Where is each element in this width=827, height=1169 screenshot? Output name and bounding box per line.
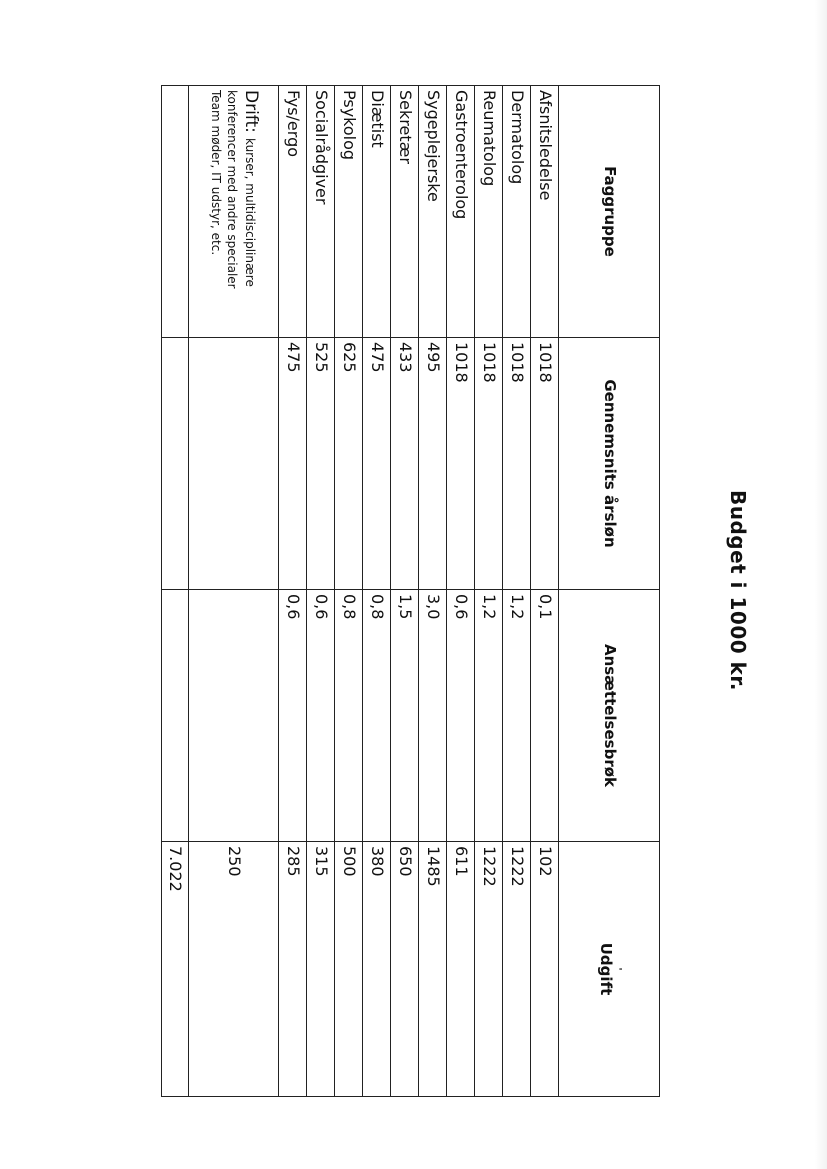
cell-broek: 3,0	[419, 590, 447, 842]
cell-empty	[189, 338, 279, 590]
cell-aarsloen: 475	[279, 338, 307, 590]
table-row	[279, 86, 307, 1097]
cell-broek: 0,8	[335, 590, 363, 842]
table-row	[307, 86, 335, 1097]
cell-aarsloen: 495	[419, 338, 447, 590]
cell-udgift: 500	[335, 842, 363, 1097]
cell-broek: 1,2	[503, 590, 531, 842]
cell-udgift: 315	[307, 842, 335, 1097]
cell-total: 7.022	[162, 842, 189, 1097]
table-row	[419, 86, 447, 1097]
document-title: Budget i 1000 kr.	[726, 489, 750, 692]
header-udgift-cell	[559, 842, 660, 1097]
cell-faggruppe: Socialrådgiver	[307, 86, 335, 338]
cell-faggruppe: Dermatolog	[503, 86, 531, 338]
page-edge	[815, 0, 827, 1169]
cell-faggruppe: Fys/ergo	[279, 86, 307, 338]
cell-empty	[162, 590, 189, 842]
cell-faggruppe: Afsnitsledelse	[531, 86, 559, 338]
header-ansaettelsesbroek: Ansættelsesbrøk	[559, 590, 660, 842]
table-row	[391, 86, 419, 1097]
cell-aarsloen: 1018	[475, 338, 503, 590]
cell-udgift: 285	[279, 842, 307, 1097]
cell-faggruppe: Sygeplejerske	[419, 86, 447, 338]
cell-aarsloen: 1018	[447, 338, 475, 590]
cell-empty	[162, 338, 189, 590]
cell-broek: 1,2	[475, 590, 503, 842]
drift-row	[189, 86, 279, 1097]
drift-line-1: kurser, multidisciplinære	[243, 137, 258, 287]
table-row	[335, 86, 363, 1097]
drift-label: Drift:	[241, 90, 262, 133]
cell-udgift: 611	[447, 842, 475, 1097]
cell-broek: 1,5	[391, 590, 419, 842]
cell-udgift: 1222	[503, 842, 531, 1097]
table-row	[447, 86, 475, 1097]
budget-table	[161, 85, 660, 1097]
cell-broek: 0,8	[363, 590, 391, 842]
cell-udgift: 1222	[475, 842, 503, 1097]
header-faggruppe: Faggruppe	[559, 86, 660, 338]
cell-faggruppe: Psykolog	[335, 86, 363, 338]
cell-udgift: 102	[531, 842, 559, 1097]
cell-aarsloen: 1018	[503, 338, 531, 590]
cell-broek: 0,6	[307, 590, 335, 842]
budget-sheet	[166, 85, 750, 1096]
cell-udgift: 650	[391, 842, 419, 1097]
table-header-row	[559, 86, 660, 1097]
cell-broek: 0,1	[531, 590, 559, 842]
cell-udgift: 1485	[419, 842, 447, 1097]
cell-empty	[189, 590, 279, 842]
cell-drift-udgift: 250	[189, 842, 279, 1097]
total-row	[162, 86, 189, 1097]
cell-broek: 0,6	[279, 590, 307, 842]
cell-faggruppe: Sekretær	[391, 86, 419, 338]
cell-aarsloen: 475	[363, 338, 391, 590]
header-aarsloen: Gennemsnits årsløn	[559, 338, 660, 590]
table-row	[531, 86, 559, 1097]
cell-aarsloen: 1018	[531, 338, 559, 590]
drift-line-2: konferencer med andre specialer	[225, 90, 240, 289]
cell-aarsloen: 625	[335, 338, 363, 590]
cell-drift-description	[189, 86, 279, 338]
cell-broek: 0,6	[447, 590, 475, 842]
cell-empty	[162, 86, 189, 338]
cell-faggruppe: Reumatolog	[475, 86, 503, 338]
cell-faggruppe: Diætist	[363, 86, 391, 338]
table-row	[475, 86, 503, 1097]
table-row	[363, 86, 391, 1097]
header-mark: '	[611, 967, 623, 971]
table-row	[503, 86, 531, 1097]
cell-aarsloen: 433	[391, 338, 419, 590]
cell-faggruppe: Gastroenterolog	[447, 86, 475, 338]
header-udgift: Udgift	[596, 942, 615, 996]
cell-aarsloen: 525	[307, 338, 335, 590]
drift-line-3: Team møder, IT udstyr, etc.	[208, 90, 223, 256]
cell-udgift: 380	[363, 842, 391, 1097]
